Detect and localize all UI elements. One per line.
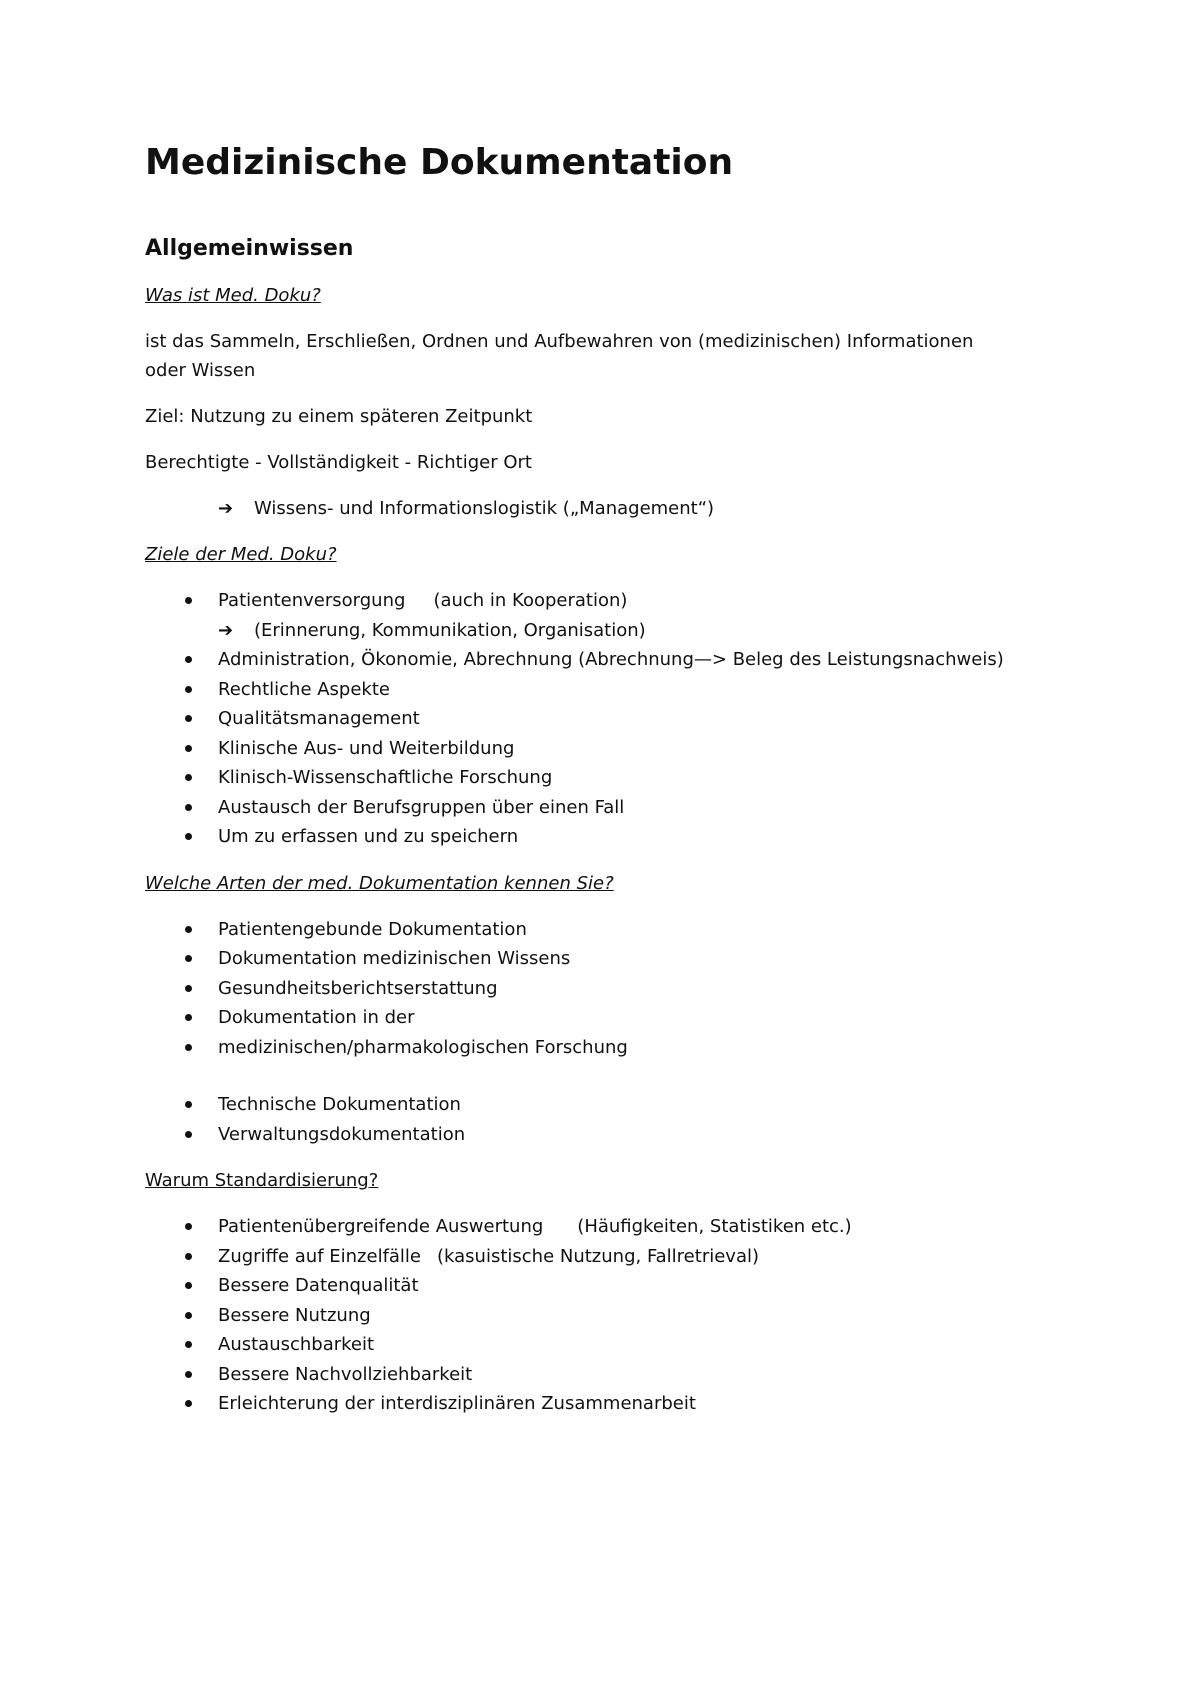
bullet-icon — [185, 1312, 192, 1319]
bullet-icon — [185, 833, 192, 840]
list-item-text: Erleichterung der interdisziplinären Zusammenarbeit — [218, 1393, 696, 1414]
bullet-icon — [185, 656, 192, 663]
list-item — [145, 1033, 1045, 1063]
list-item-text: Verwaltungsdokumentation — [218, 1123, 466, 1145]
list-item — [145, 1212, 1045, 1242]
types-list-continued — [145, 1090, 1045, 1149]
list-item-note: (kasuistische Nutzung, Fallretrieval) — [437, 1245, 759, 1267]
list-item — [145, 1330, 1045, 1360]
list-item-text: Gesundheitsberichtserstattung — [218, 977, 498, 999]
list-item — [145, 704, 1045, 734]
berechtigte-text: Berechtigte - Vollständigkeit - Richtiger Ort — [145, 452, 532, 473]
bullet-icon — [185, 1044, 192, 1051]
bullet-icon — [185, 1253, 192, 1260]
list-item — [145, 822, 1045, 852]
list-item — [145, 1242, 1045, 1272]
list-item-text: medizinischen/pharmakologischen Forschung — [218, 1036, 628, 1058]
bullet-icon — [185, 1101, 192, 1108]
ziel-text: Ziel: Nutzung zu einem späteren Zeitpunkt — [145, 406, 533, 427]
bullet-icon — [185, 804, 192, 811]
list-item-text: Klinisch-Wissenschaftliche Forschung — [218, 767, 553, 788]
bullet-icon — [185, 745, 192, 752]
list-item-note: (Häufigkeiten, Statistiken etc.) — [577, 1216, 852, 1237]
definition-text: ist das Sammeln, Erschließen, Ordnen und Aufbewahren von (medizinischen) Informationen oder Wissen — [145, 331, 974, 381]
bullet-icon — [185, 1400, 192, 1407]
list-item-text: Bessere Datenqualität — [218, 1275, 419, 1296]
question-was-ist-med-doku: Was ist Med. Doku? — [145, 285, 321, 306]
list-item — [145, 1003, 1045, 1033]
list-item — [145, 586, 1045, 616]
bullet-icon — [185, 1131, 192, 1138]
list-item-text: Patientenübergreifende Auswertung — [218, 1216, 544, 1237]
list-item — [145, 974, 1045, 1004]
question-arten-der-dokumentation: Welche Arten der med. Dokumentation kennen Sie? — [145, 872, 614, 894]
list-item — [145, 1360, 1045, 1390]
right-arrow-icon: ➔ — [218, 619, 234, 641]
list-item-text: Rechtliche Aspekte — [218, 678, 390, 700]
list-item-text: Bessere Nachvollziehbarkeit — [218, 1363, 473, 1385]
list-item — [145, 763, 1045, 793]
list-item-text: Klinische Aus- und Weiterbildung — [218, 737, 515, 759]
goals-list — [145, 586, 1045, 616]
list-item — [145, 915, 1045, 945]
question-ziele-der-med-doku: Ziele der Med. Doku? — [145, 544, 337, 565]
list-item-text: Austauschbarkeit — [218, 1334, 375, 1355]
list-item-text: Zugriffe auf Einzelfälle — [218, 1245, 422, 1267]
document-title: Medizinische Dokumentation — [145, 142, 734, 183]
list-item — [145, 1090, 1045, 1120]
list-item-text: Patientenversorgung — [218, 590, 406, 611]
list-item — [145, 1271, 1045, 1301]
list-item-text: Technische Dokumentation — [218, 1094, 461, 1115]
list-item — [145, 675, 1045, 705]
logistik-text: Wissens- und Informationslogistik („Management“) — [254, 498, 715, 519]
list-item — [145, 793, 1045, 823]
sub-item-text: (Erinnerung, Kommunikation, Organisation) — [254, 619, 646, 641]
list-item — [145, 1301, 1045, 1331]
bullet-icon — [185, 955, 192, 962]
goals-list-continued — [145, 645, 1045, 852]
bullet-icon — [185, 1014, 192, 1021]
list-item-text: Dokumentation medizinischen Wissens — [218, 948, 571, 969]
bullet-icon — [185, 686, 192, 693]
list-item-text: Austausch der Berufsgruppen über einen Fall — [218, 796, 625, 818]
types-list — [145, 915, 1045, 1063]
list-item-text: Bessere Nutzung — [218, 1304, 371, 1326]
list-item-text: Dokumentation in der — [218, 1007, 415, 1028]
bullet-icon — [185, 715, 192, 722]
right-arrow-icon: ➔ — [218, 498, 234, 519]
bullet-icon — [185, 1341, 192, 1348]
bullet-icon — [185, 774, 192, 781]
bullet-icon — [185, 926, 192, 933]
list-item — [145, 1389, 1045, 1419]
bullet-icon — [185, 985, 192, 992]
sub-arrow-line — [145, 616, 1045, 646]
question-warum-standardisierung: Warum Standardisierung? — [145, 1170, 379, 1191]
bullet-icon — [185, 1282, 192, 1289]
list-item — [145, 944, 1045, 974]
document-content — [145, 130, 1045, 1419]
list-item-note: (auch in Kooperation) — [433, 590, 628, 611]
bullet-icon — [185, 597, 192, 604]
list-item-text: Administration, Ökonomie, Abrechnung (Abrechnung—> Beleg des Leistungsnachweis) — [218, 649, 1004, 670]
list-item-text: Qualitätsmanagement — [218, 708, 420, 729]
bullet-icon — [185, 1223, 192, 1230]
bullet-icon — [185, 1371, 192, 1378]
arrow-line-logistik — [145, 494, 1045, 523]
list-item — [145, 645, 1045, 675]
reasons-list — [145, 1212, 1045, 1419]
list-item-text: Patientengebunde Dokumentation — [218, 918, 527, 940]
list-item-text: Um zu erfassen und zu speichern — [218, 826, 519, 847]
list-item — [145, 734, 1045, 764]
list-item — [145, 1120, 1045, 1150]
section-heading-allgemeinwissen: Allgemeinwissen — [145, 236, 354, 261]
